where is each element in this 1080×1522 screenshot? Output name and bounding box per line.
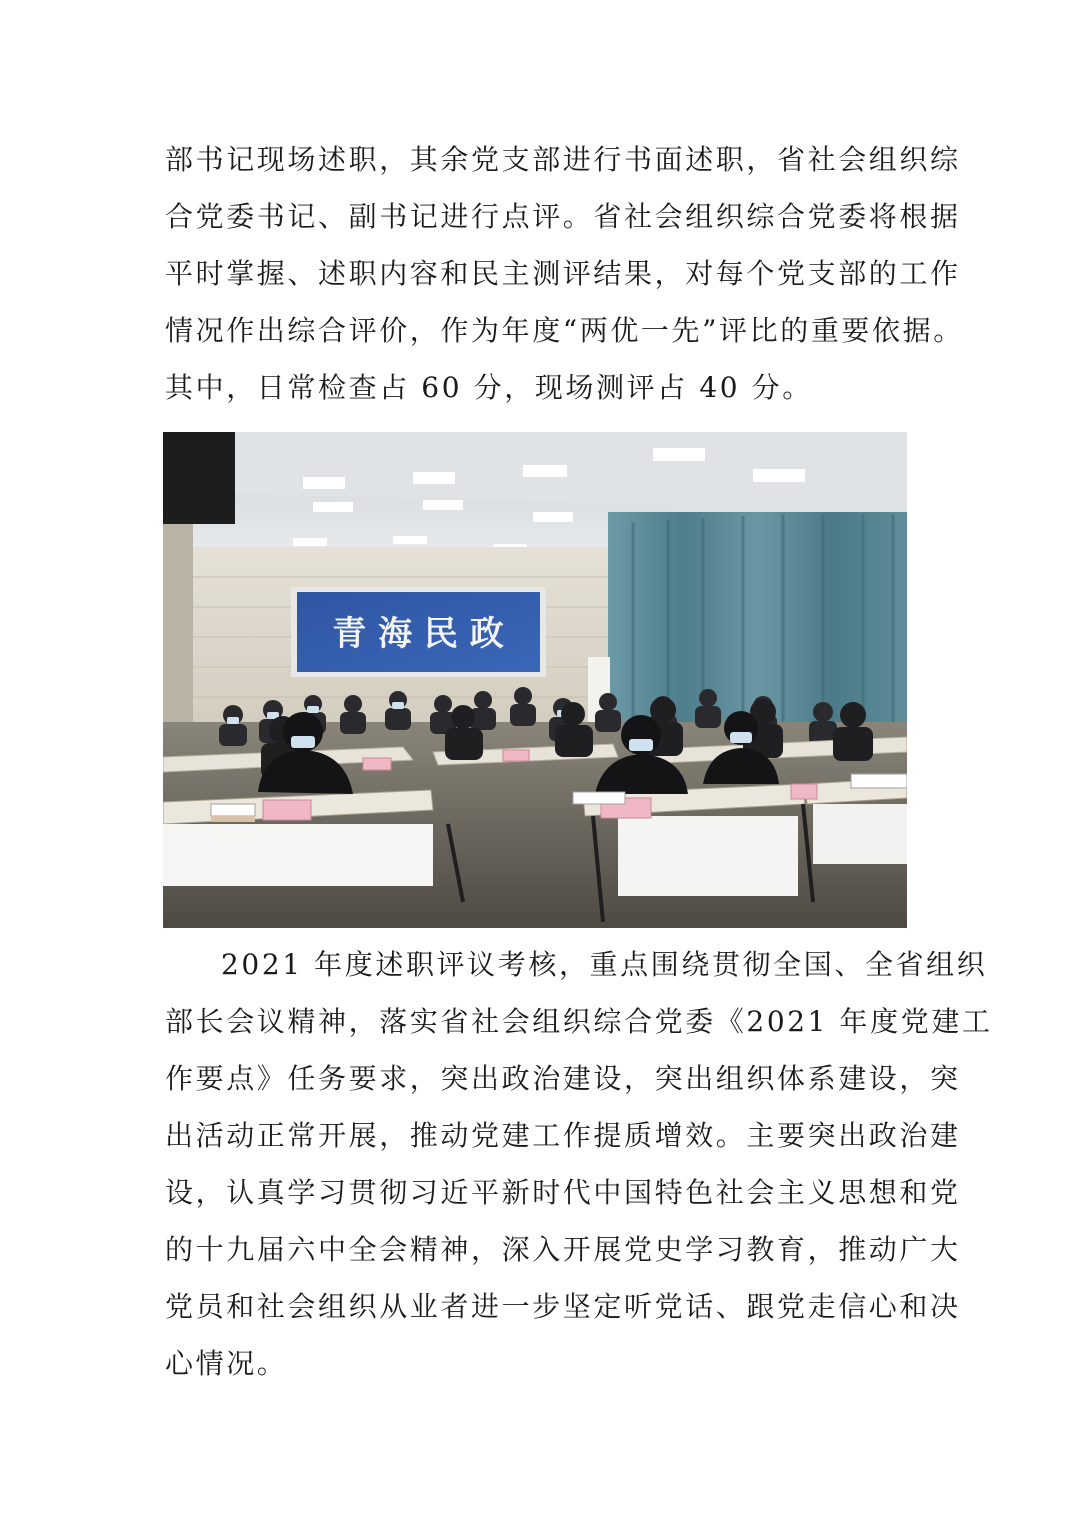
paragraph-line: 作要点》任务要求，突出政治建设，突出组织体系建设，突 bbox=[165, 1062, 961, 1095]
paragraph-line: 情况作出综合评价，作为年度“两优一先”评比的重要依据。 bbox=[165, 314, 964, 347]
banner-text: 青 海 民 政 bbox=[332, 614, 504, 654]
paragraph-line: 心情况。 bbox=[165, 1347, 288, 1380]
paragraph-line: 党员和社会组织从业者进一步坚定听党话、跟党走信心和决 bbox=[165, 1290, 961, 1323]
paragraph-line: 部长会议精神，落实省社会组织综合党委《2021 年度党建工 bbox=[165, 1005, 993, 1038]
paragraph-line: 的十九届六中全会精神，深入开展党史学习教育，推动广大 bbox=[165, 1233, 961, 1266]
paragraph-bottom bbox=[165, 936, 993, 1392]
paragraph-line: 出活动正常开展，推动党建工作提质增效。主要突出政治建 bbox=[165, 1119, 961, 1152]
paragraph-line: 部书记现场述职，其余党支部进行书面述职，省社会组织综 bbox=[165, 143, 961, 176]
meeting-photo bbox=[163, 432, 907, 928]
meeting-room-illustration bbox=[163, 432, 907, 928]
paragraph-line: 其中，日常检查占 60 分，现场测评占 40 分。 bbox=[165, 371, 813, 404]
paragraph-line: 设，认真学习贯彻习近平新时代中国特色社会主义思想和党 bbox=[165, 1176, 961, 1209]
paragraph-line: 2021 年度述职评议考核，重点围绕贯彻全国、全省组织 bbox=[221, 948, 988, 981]
paragraph-line: 平时掌握、述职内容和民主测评结果，对每个党支部的工作 bbox=[165, 257, 961, 290]
paragraph-top bbox=[165, 131, 964, 416]
paragraph-line: 合党委书记、副书记进行点评。省社会组织综合党委将根据 bbox=[165, 200, 961, 233]
